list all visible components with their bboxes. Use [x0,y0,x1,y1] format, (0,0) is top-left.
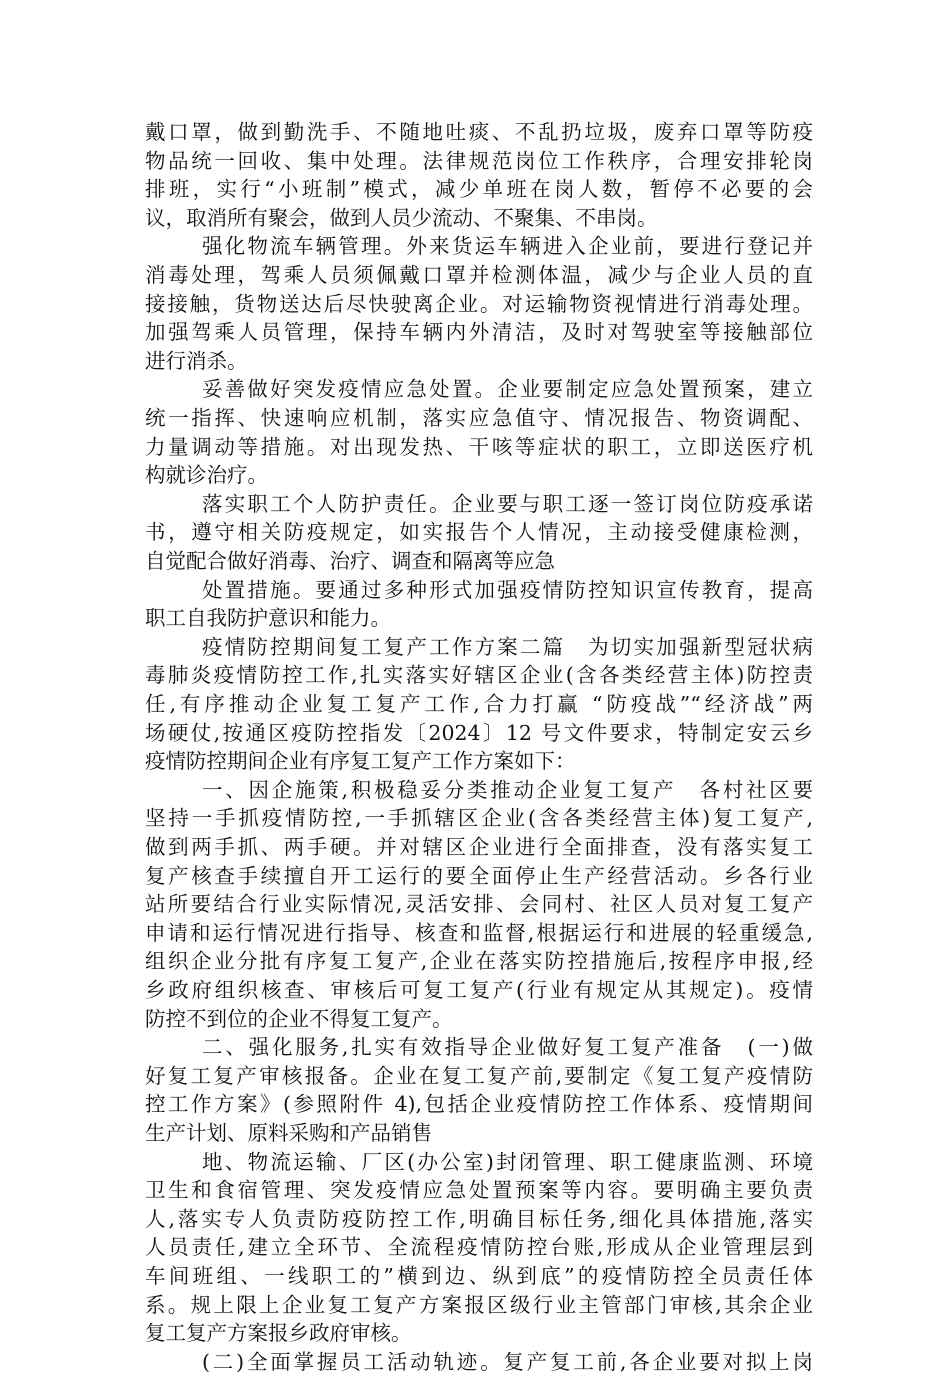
text-line: 组织企业分批有序复工复产,企业在落实防控措施后,按程序申报,经 [145,949,813,974]
text-line: 卫生和食宿管理、突发疫情应急处置预案等内容。要明确主要负责 [145,1178,813,1203]
text-line: 申请和运行情况进行指导、核查和监督,根据运行和进展的轻重缓急, [145,920,813,945]
text-line: 控工作方案》(参照附件 4),包括企业疫情防控工作体系、疫情期间 [145,1092,813,1117]
text-line: 防控不到位的企业不得复工复产。 [145,1006,453,1031]
text-line: 生产计划、原料采购和产品销售 [145,1121,432,1145]
text-line: 坚持一手抓疫情防控,一手抓辖区企业(含各类经营主体)复工复产, [145,806,813,831]
text-line: 站所要结合行业实际情况,灵活安排、会同村、社区人员对复工复产 [145,892,813,917]
text-line: 地、物流运输、厂区(办公室)封闭管理、职工健康监测、环境 [202,1149,813,1174]
text-line: 物品统一回收、集中处理。法律规范岗位工作秩序，合理安排轮岗 [145,148,813,173]
text-line: 自觉配合做好消毒、治疗、调查和隔离等应急 [145,549,555,573]
text-line: 做到两手抓、两手硬。并对辖区企业进行全面排查，没有落实复工 [145,835,813,859]
text-line: 力量调动等措施。对出现发热、干咳等症状的职工，立即送医疗机 [145,434,813,459]
text-line: 强化物流车辆管理。外来货运车辆进入企业前，要进行登记并 [202,234,813,259]
text-line: 好复工复产审核报备。企业在复工复产前,要制定《复工复产疫情防 [145,1063,813,1088]
text-line: 消毒处理，驾乘人员须佩戴口罩并检测体温，减少与企业人员的直 [145,263,813,287]
text-line: 系。规上限上企业复工复产方案报区级行业主管部门审核,其余企业 [145,1292,813,1317]
text-line: 场硬仗,按通区疫防控指发〔2024〕12 号文件要求，特制定安云乡 [145,720,813,745]
text-line: 疫情防控期间企业有序复工复产工作方案如下： [145,749,576,774]
text-line: 统一指挥、快速响应机制，落实应急值守、情况报告、物资调配、 [145,406,813,430]
text-line: 戴口罩，做到勤洗手、不随地吐痰、不乱扔垃圾，废弃口罩等防疫 [145,120,813,144]
text-line: 处置措施。要通过多种形式加强疫情防控知识宣传教育，提高 [202,577,813,602]
text-line: 职工自我防护意识和能力。 [145,606,391,631]
text-line: 接接触，货物送达后尽快驶离企业。对运输物资视情进行消毒处理。 [145,291,813,316]
text-line: 复产核查手续擅自开工运行的要全面停止生产经营活动。乡各行业 [145,863,813,888]
document-page [145,0,813,1374]
text-line: 书，遵守相关防疫规定，如实报告个人情况，主动接受健康检测， [145,520,813,545]
text-line: 二、强化服务,扎实有效指导企业做好复工复产准备 (一)做 [202,1035,813,1060]
text-line: 加强驾乘人员管理，保持车辆内外清洁，及时对驾驶室等接触部位 [145,320,813,345]
text-line: 复工复产方案报乡政府审核。 [145,1321,412,1346]
text-line: 乡政府组织核查、审核后可复工复产(行业有规定从其规定)。疫情 [145,978,813,1002]
text-line: 排班，实行“小班制”模式，减少单班在岗人数，暂停不必要的会 [145,177,813,202]
text-line: 妥善做好突发疫情应急处置。企业要制定应急处置预案，建立 [202,377,813,402]
text-line: 疫情防控期间复工复产工作方案二篇 为切实加强新型冠状病 [202,634,813,659]
text-line: 进行消杀。 [145,348,248,373]
text-line: 落实职工个人防护责任。企业要与职工逐一签订岗位防疫承诺 [202,491,813,516]
text-line: (二)全面掌握员工活动轨迹。复产复工前,各企业要对拟上岗 [202,1349,813,1374]
text-line: 人员责任,建立全环节、全流程疫情防控台账,形成从企业管理层到 [145,1235,813,1260]
text-line: 构就诊治疗。 [145,463,268,488]
text-line: 人,落实专人负责防疫防控工作,明确目标任务,细化具体措施,落实 [145,1206,813,1231]
text-line: 一、因企施策,积极稳妥分类推动企业复工复产 各村社区要 [202,777,813,802]
text-line: 任,有序推动企业复工复产工作,合力打赢 “防疫战”“经济战”两 [145,692,813,716]
text-line: 议，取消所有聚会，做到人员少流动、不聚集、不串岗。 [145,205,658,230]
text-line: 毒肺炎疫情防控工作,扎实落实好辖区企业(含各类经营主体)防控责 [145,663,813,688]
text-line: 车间班组、一线职工的”横到边、纵到底”的疫情防控全员责任体 [145,1264,813,1288]
